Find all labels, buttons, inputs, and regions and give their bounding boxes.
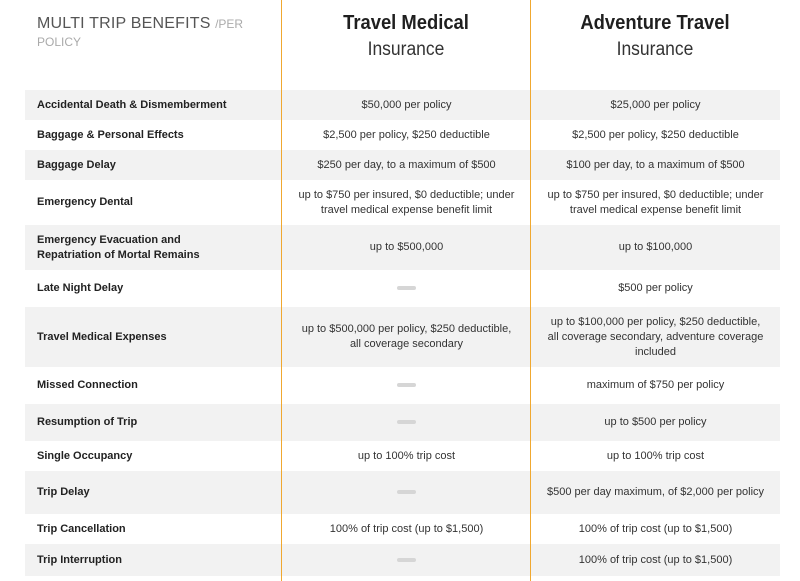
benefit-value: $2,500 per policy, $250 deductible (572, 128, 739, 141)
benefits-heading-sub: /PER (215, 17, 244, 31)
benefit-label: Missed Connection (37, 379, 138, 391)
benefit-label: Trip Delay (37, 486, 90, 498)
benefit-label: Emergency Dental (37, 196, 133, 208)
benefits-heading-main: MULTI TRIP BENEFITS (37, 15, 211, 32)
dash-icon (397, 420, 416, 424)
benefit-value: $100 per day, to a maximum of $500 (566, 158, 745, 171)
plan-subtitle: Insurance (616, 39, 694, 60)
benefits-rows (25, 90, 780, 576)
column-divider (281, 0, 282, 581)
benefit-label: Baggage Delay (37, 158, 116, 171)
benefit-value: up to $750 per insured, $0 deductible; under travel medical expense benefit limit (547, 188, 764, 216)
table-row (25, 270, 780, 307)
benefit-value: $500 per policy (618, 282, 693, 294)
table-row (25, 404, 780, 441)
table-row (25, 150, 780, 180)
table-row (25, 471, 780, 514)
benefit-label: Baggage & Personal Effects (37, 128, 184, 141)
plan-header-adventure-travel (531, 10, 779, 64)
dash-icon (397, 286, 416, 290)
benefit-label: Accidental Death & Dismemberment (37, 98, 227, 111)
benefits-heading (37, 15, 267, 51)
benefit-value: up to $500,000 (369, 241, 444, 253)
benefit-label: Single Occupancy (37, 449, 133, 462)
benefit-value: 100% of trip cost (up to $1,500) (329, 522, 484, 535)
benefit-value-empty (282, 378, 531, 393)
dash-icon (397, 558, 416, 562)
benefit-value-empty (282, 415, 531, 430)
dash-icon (397, 383, 416, 387)
table-row (25, 90, 780, 120)
benefit-value: up to $500,000 per policy, $250 deductible, all coverage secondary (301, 323, 512, 350)
benefit-value: $2,500 per policy, $250 deductible (323, 128, 490, 141)
benefit-value: $250 per day, to a maximum of $500 (317, 158, 496, 171)
benefits-heading-sub-2: POLICY (37, 35, 82, 49)
plan-title: Adventure Travel (580, 12, 730, 34)
benefit-label: Travel Medical Expenses (37, 330, 167, 343)
table-row (25, 307, 780, 367)
plan-subtitle: Insurance (367, 39, 445, 60)
table-row (25, 225, 780, 270)
benefit-label: Late Night Delay (37, 282, 124, 294)
benefit-value: up to 100% trip cost (606, 449, 705, 462)
benefit-value: up to $500 per policy (604, 416, 707, 428)
benefit-label: Trip Cancellation (37, 522, 126, 535)
table-row (25, 441, 780, 471)
benefit-value: 100% of trip cost (up to $1,500) (578, 553, 733, 566)
benefit-value: up to $100,000 per policy, $250 deductible, all coverage secondary, adventure coverage included (547, 315, 764, 358)
benefit-value: up to $100,000 (618, 241, 693, 253)
benefit-value: $25,000 per policy (610, 98, 701, 111)
table-header (0, 0, 800, 90)
benefit-value: up to $750 per insured, $0 deductible; under travel medical expense benefit limit (298, 188, 515, 216)
benefit-label: Emergency Evacuation and Repatriation of Mortal Remains (37, 233, 200, 261)
benefit-value: $50,000 per policy (361, 98, 452, 111)
table-row (25, 120, 780, 150)
benefit-value: up to 100% trip cost (357, 449, 456, 462)
benefit-label: Resumption of Trip (37, 416, 138, 428)
dash-icon (397, 490, 416, 494)
benefit-value-empty (282, 485, 531, 500)
table-row (25, 367, 780, 404)
plan-title: Travel Medical (343, 12, 469, 34)
benefit-value: maximum of $750 per policy (586, 379, 725, 391)
column-divider (530, 0, 531, 581)
benefit-value-empty (282, 553, 531, 568)
plan-header-travel-medical (282, 10, 530, 64)
benefit-value-empty (282, 281, 531, 296)
table-row (25, 180, 780, 225)
benefit-label: Trip Interruption (37, 553, 122, 566)
table-row (25, 544, 780, 576)
benefit-value: $500 per day maximum, of $2,000 per policy (546, 486, 765, 498)
table-row (25, 514, 780, 544)
benefit-value: 100% of trip cost (up to $1,500) (578, 522, 733, 535)
